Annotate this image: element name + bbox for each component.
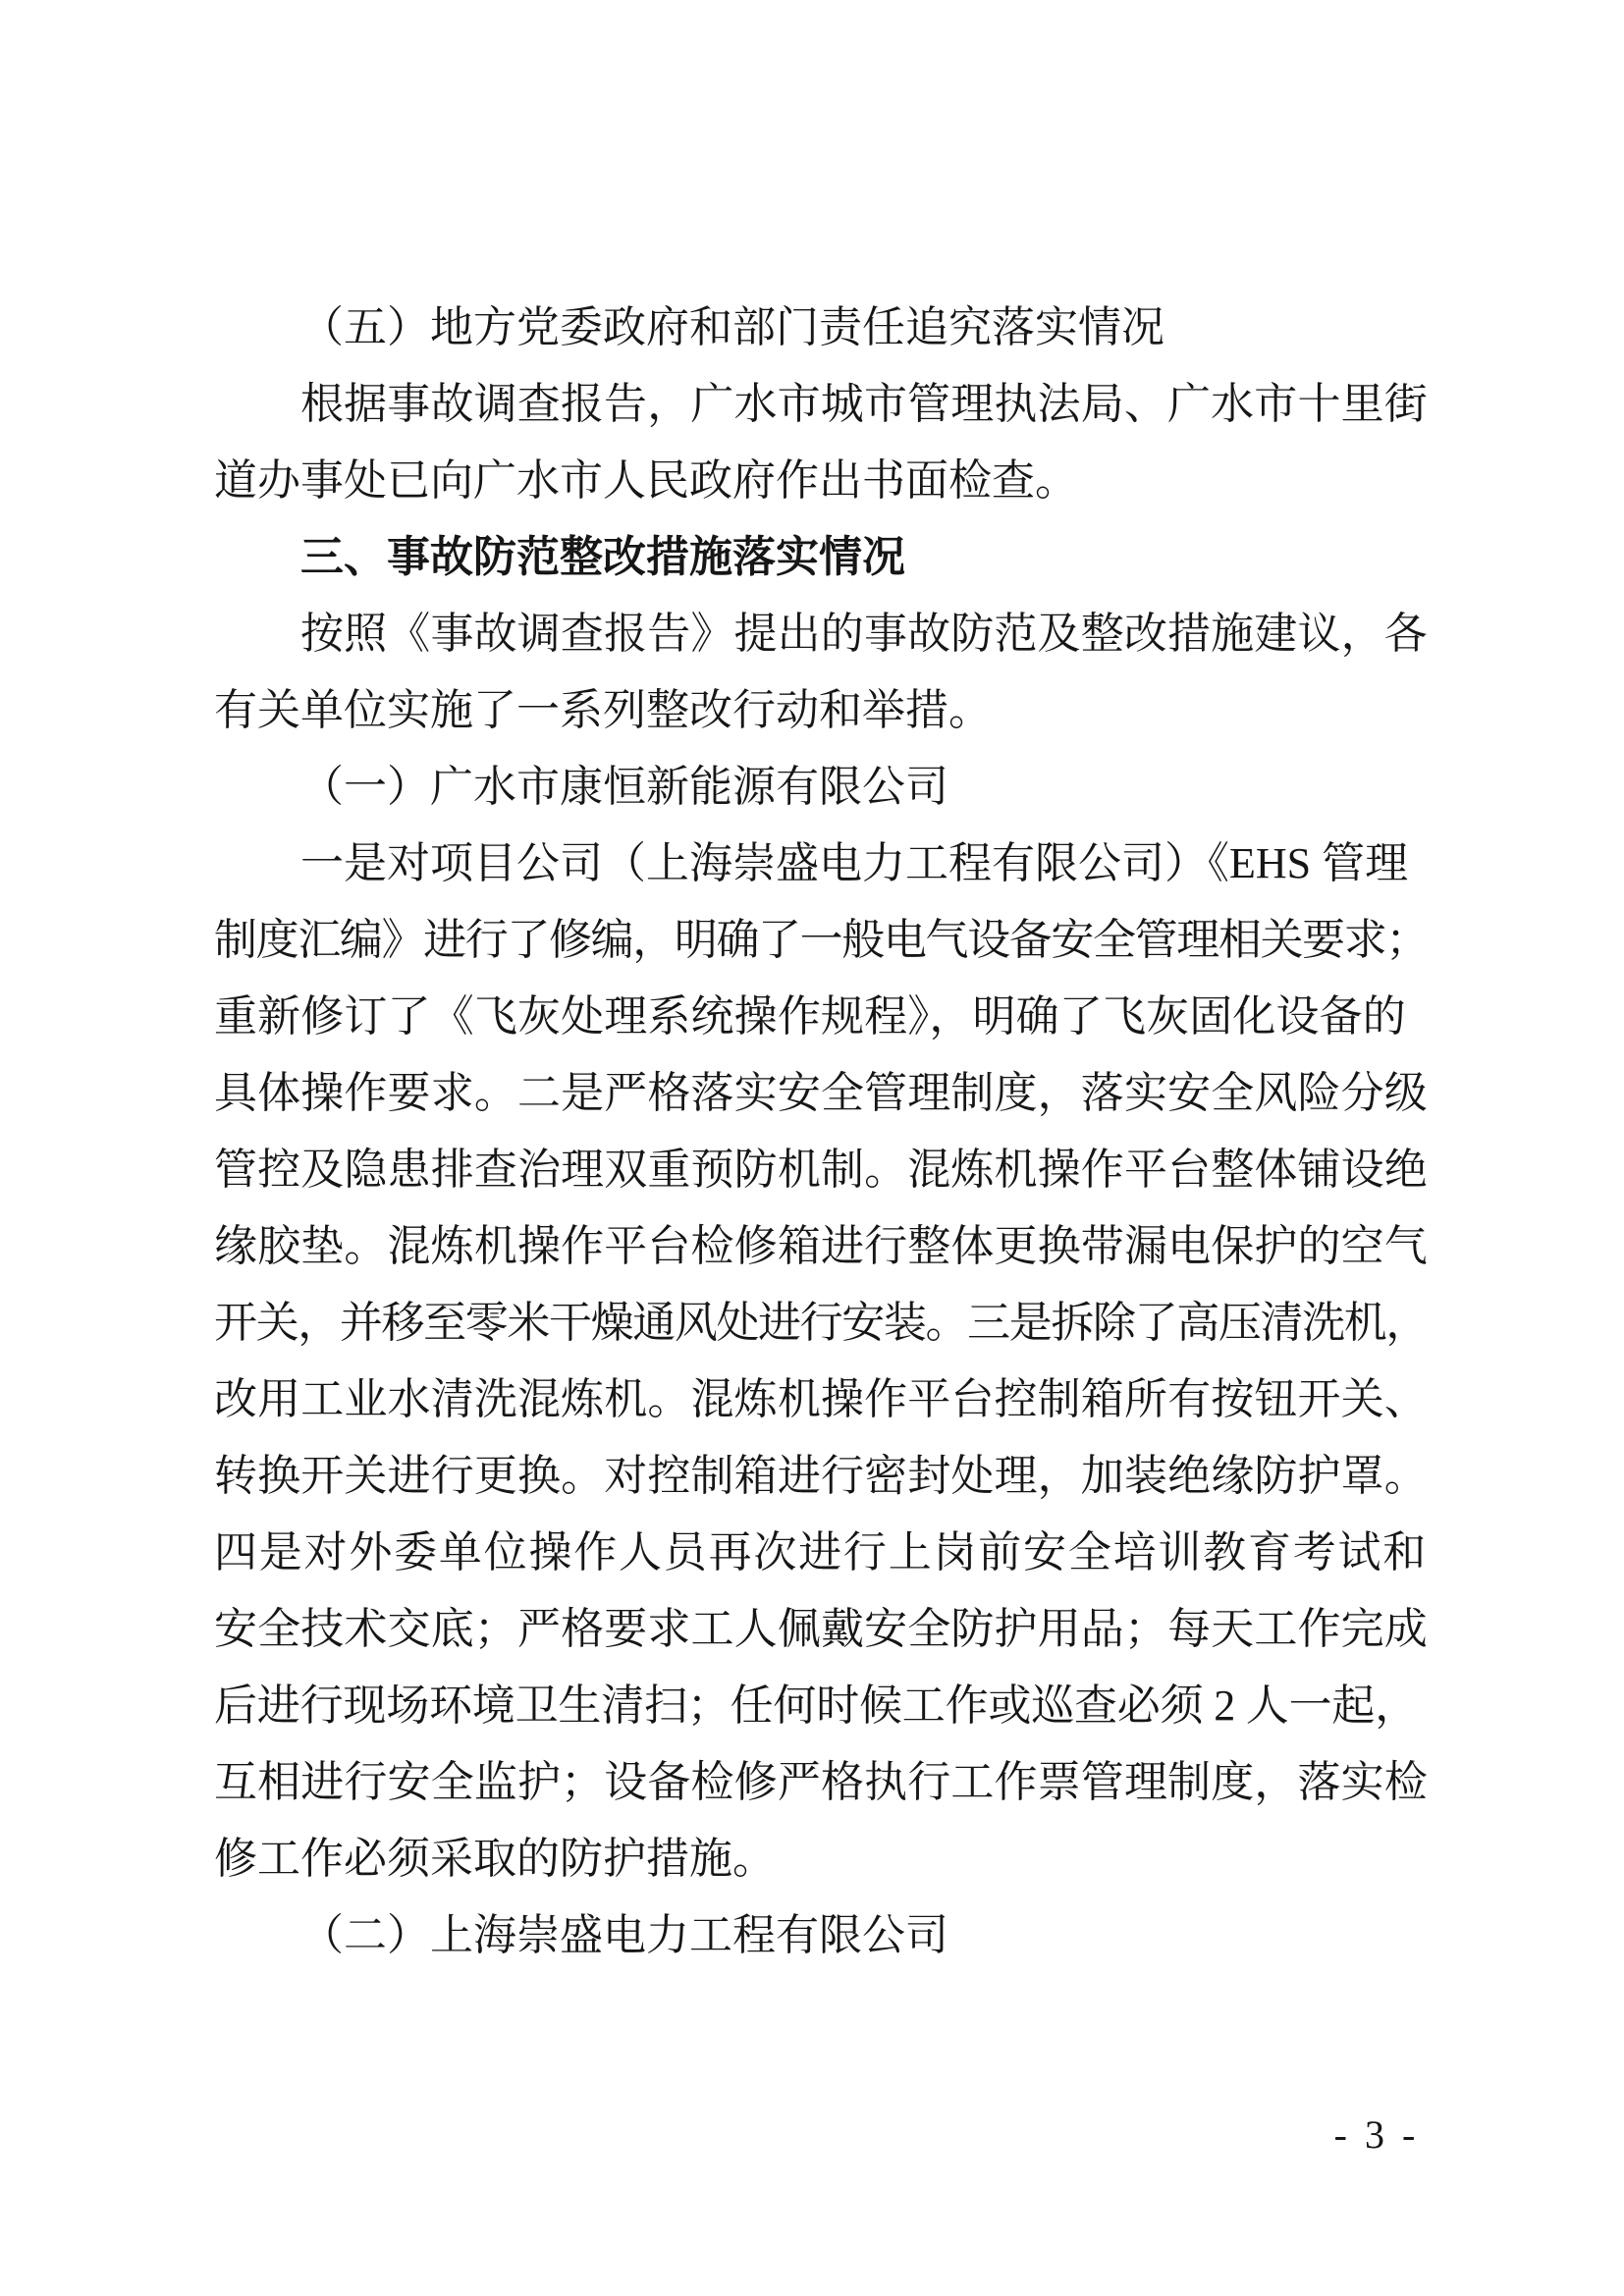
body-line: 四是对外委单位操作人员再次进行上岗前安全培训教育考试和 (214, 1528, 1429, 1576)
body-line: 互相进行安全监护；设备检修严格执行工作票管理制度，落实检 (214, 1758, 1428, 1806)
paragraph (214, 596, 1428, 749)
body-line: 开关，并移至零米干燥通风处进行安装。三是拆除了高压清洗机， (214, 1299, 1428, 1347)
section-heading (214, 1897, 1428, 1974)
body-line: 改用工业水清洗混炼机。混炼机操作平台控制箱所有按钮开关、 (214, 1375, 1428, 1423)
document-body (214, 290, 1428, 1974)
heading-line: （一）广水市康恒新能源有限公司 (300, 763, 948, 811)
body-line: 道办事处已向广水市人民政府作出书面检查。 (214, 456, 1078, 505)
page-number: - 3 - (1333, 2112, 1416, 2157)
heading-line: （二）上海崇盛电力工程有限公司 (300, 1911, 948, 1959)
body-line: 修工作必须采取的防护措施。 (214, 1835, 776, 1883)
body-line: 一是对项目公司（上海崇盛电力工程有限公司）《EHS 管理 (300, 839, 1409, 887)
section-heading (214, 290, 1428, 366)
body-line: 安全技术交底；严格要求工人佩戴安全防护用品；每天工作完成 (214, 1605, 1428, 1653)
body-line: 具体操作要求。二是严格落实安全管理制度，落实安全风险分级 (214, 1069, 1428, 1117)
heading-line: 三、事故防范整改措施落实情况 (300, 533, 905, 581)
body-line: 根据事故调查报告，广水市城市管理执法局、广水市十里街 (300, 380, 1428, 428)
body-line: 重新修订了《飞灰处理系统操作规程》，明确了飞灰固化设备的 (214, 992, 1406, 1041)
heading-line: （五）地方党委政府和部门责任追究落实情况 (300, 303, 1164, 351)
body-line: 管控及隐患排查治理双重预防机制。混炼机操作平台整体铺设绝 (214, 1146, 1428, 1194)
section-heading (214, 749, 1428, 826)
body-line: 转换开关进行更换。对控制箱进行密封处理，加装绝缘防护罩。 (214, 1452, 1428, 1500)
body-line: 缘胶垫。混炼机操作平台检修箱进行整体更换带漏电保护的空气 (214, 1222, 1428, 1270)
paragraph (214, 366, 1428, 519)
paragraph (214, 826, 1428, 1897)
body-line: 制度汇编》进行了修编，明确了一般电气设备安全管理相关要求； (214, 916, 1428, 964)
body-line: 有关单位实施了一系列整改行动和举措。 (214, 686, 992, 734)
section-heading (214, 519, 1428, 596)
body-line: 按照《事故调查报告》提出的事故防范及整改措施建议，各 (300, 610, 1428, 658)
body-line: 后进行现场环境卫生清扫；任何时候工作或巡查必须 2 人一起， (214, 1682, 1418, 1730)
